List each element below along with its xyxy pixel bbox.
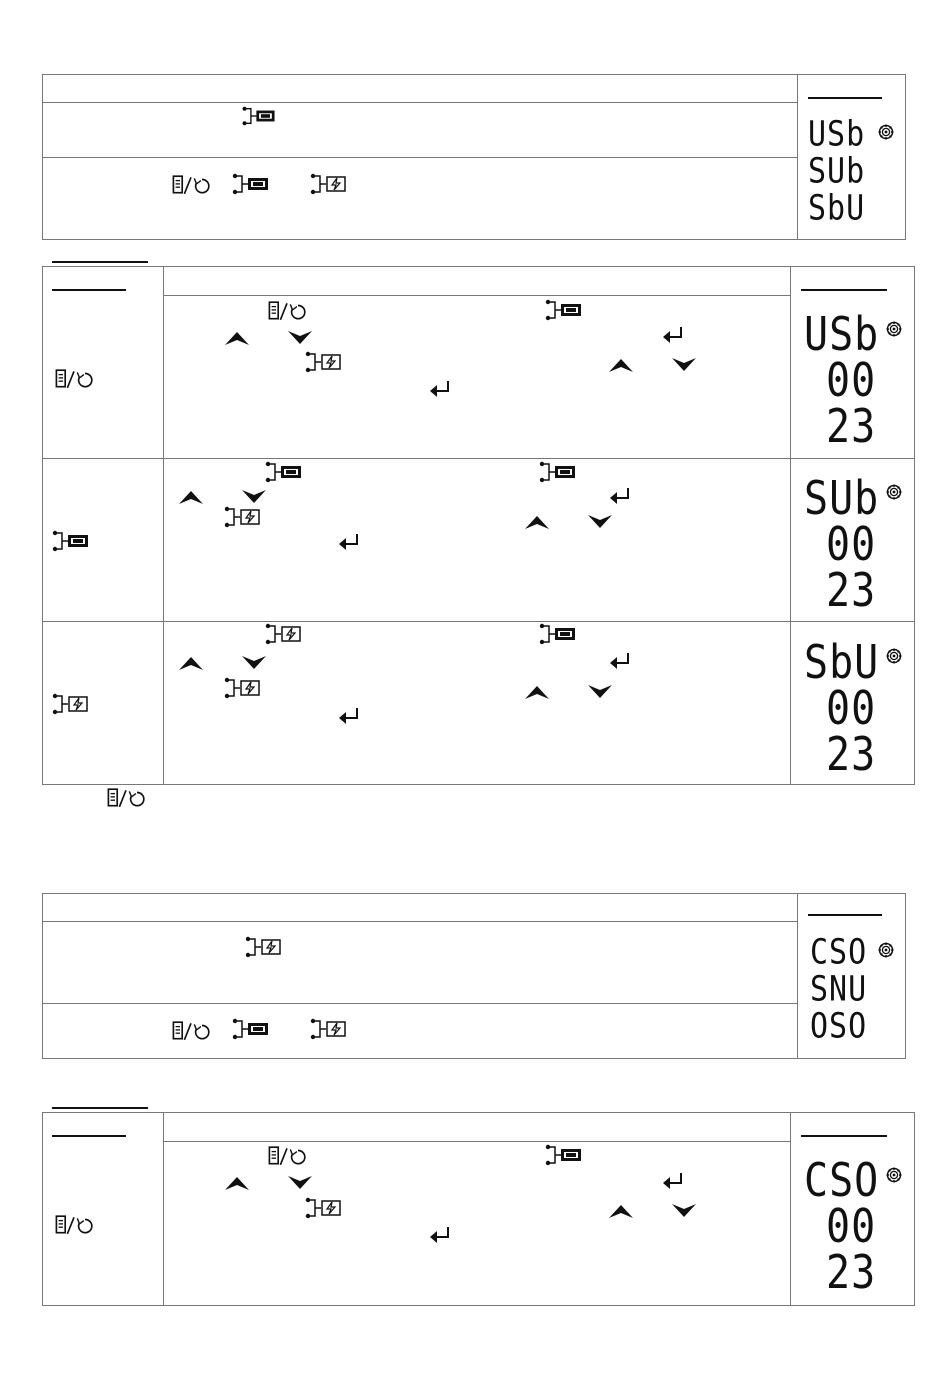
section2-lcd-underline bbox=[801, 289, 887, 291]
section4-header-line bbox=[163, 1141, 790, 1142]
section3-row-line bbox=[42, 1003, 797, 1004]
arrow-down-icon bbox=[241, 655, 267, 671]
gear-icon bbox=[878, 942, 894, 958]
section1-lcd-underline bbox=[808, 97, 882, 99]
section4-right-divider bbox=[790, 1112, 791, 1306]
section3-divider bbox=[797, 893, 798, 1059]
arrow-up-icon bbox=[608, 1203, 634, 1219]
lcd-line-2: SUb bbox=[808, 151, 866, 192]
solar-battery-icon bbox=[310, 1018, 350, 1040]
solar-utility-icon bbox=[265, 461, 305, 483]
gear-icon bbox=[886, 484, 902, 500]
lcd-row2-mode: SUb bbox=[804, 472, 880, 526]
arrow-up-icon bbox=[178, 489, 204, 505]
lcd-row1-end: 23 bbox=[826, 400, 877, 454]
enter-icon bbox=[609, 652, 631, 670]
arrow-up-icon bbox=[224, 330, 250, 346]
arrow-down-icon bbox=[671, 357, 697, 373]
section3-header-line bbox=[42, 921, 797, 922]
solar-utility-icon bbox=[52, 530, 92, 552]
arrow-up-icon bbox=[178, 655, 204, 671]
section2-left-divider bbox=[163, 266, 164, 785]
section3-lcd-underline bbox=[808, 914, 882, 916]
arrow-down-icon bbox=[587, 684, 613, 700]
section1-header-line bbox=[42, 102, 797, 103]
solar-battery-icon bbox=[245, 936, 285, 958]
lcd-row2-start: 00 bbox=[826, 518, 877, 572]
enter-icon bbox=[338, 707, 360, 725]
solar-utility-icon bbox=[241, 106, 279, 126]
solar-battery-icon bbox=[305, 1197, 345, 1219]
solar-battery-icon bbox=[305, 351, 345, 373]
arrow-up-icon bbox=[224, 1175, 250, 1191]
arrow-up-icon bbox=[608, 357, 634, 373]
solar-battery-icon bbox=[224, 506, 264, 528]
section2-header-line bbox=[163, 295, 790, 296]
solar-battery-icon bbox=[310, 173, 350, 195]
section2-title-underline bbox=[52, 261, 148, 263]
gear-icon bbox=[886, 1167, 902, 1183]
section2-table bbox=[42, 266, 915, 785]
lcd-line-1: USb bbox=[808, 114, 866, 155]
arrow-down-icon bbox=[587, 514, 613, 530]
solar-utility-icon bbox=[545, 1144, 585, 1166]
solar-utility-icon bbox=[545, 299, 585, 321]
lcd-start: 00 bbox=[826, 1200, 877, 1254]
lcd-row1-start: 00 bbox=[826, 354, 877, 408]
enter-icon bbox=[338, 533, 360, 551]
enter-icon bbox=[429, 1226, 451, 1244]
enter-icon bbox=[609, 487, 631, 505]
lcd-row3-mode: SbU bbox=[804, 636, 880, 690]
solar-utility-icon bbox=[539, 623, 579, 645]
solar-battery-icon bbox=[265, 623, 305, 645]
usb-bypass-icon bbox=[52, 368, 96, 390]
arrow-down-icon bbox=[287, 330, 313, 346]
arrow-down-icon bbox=[241, 489, 267, 505]
usb-bypass-icon bbox=[169, 174, 213, 196]
lcd-line-2: SNU bbox=[810, 969, 868, 1010]
arrow-up-icon bbox=[524, 684, 550, 700]
section4-subtitle-underline bbox=[52, 1135, 126, 1137]
solar-utility-icon bbox=[232, 173, 272, 195]
enter-icon bbox=[662, 326, 684, 344]
section2-subtitle-underline bbox=[52, 289, 126, 291]
lcd-line-1: CSO bbox=[810, 932, 868, 973]
section4-lcd-underline bbox=[801, 1135, 887, 1137]
lcd-line-3: SbU bbox=[808, 188, 866, 229]
lcd-row1-mode: USb bbox=[804, 308, 880, 362]
section1-divider bbox=[797, 74, 798, 240]
section2-row-line-2 bbox=[42, 621, 915, 622]
arrow-down-icon bbox=[287, 1175, 313, 1191]
section2-row-line-1 bbox=[42, 458, 915, 459]
lcd-row3-start: 00 bbox=[826, 682, 877, 736]
usb-bypass-icon bbox=[265, 1145, 309, 1167]
solar-utility-icon bbox=[232, 1018, 272, 1040]
arrow-up-icon bbox=[524, 514, 550, 530]
enter-icon bbox=[662, 1172, 684, 1190]
usb-bypass-icon bbox=[52, 1214, 96, 1236]
usb-bypass-icon bbox=[265, 300, 309, 322]
solar-utility-icon bbox=[539, 461, 579, 483]
lcd-line-3: OSO bbox=[810, 1006, 868, 1047]
lcd-mode: CSO bbox=[804, 1154, 880, 1208]
solar-battery-icon bbox=[52, 693, 92, 715]
lcd-row2-end: 23 bbox=[826, 564, 877, 618]
arrow-down-icon bbox=[671, 1203, 697, 1219]
gear-icon bbox=[886, 648, 902, 664]
lcd-end: 23 bbox=[826, 1246, 877, 1300]
usb-bypass-icon bbox=[169, 1020, 213, 1042]
usb-bypass-icon bbox=[104, 787, 148, 809]
enter-icon bbox=[429, 380, 451, 398]
section2-right-divider bbox=[790, 266, 791, 785]
lcd-row3-end: 23 bbox=[826, 728, 877, 782]
section4-title-underline bbox=[52, 1107, 148, 1109]
gear-icon bbox=[878, 124, 894, 140]
gear-icon bbox=[886, 321, 902, 337]
section1-row-line bbox=[42, 157, 797, 158]
solar-battery-icon bbox=[224, 677, 264, 699]
